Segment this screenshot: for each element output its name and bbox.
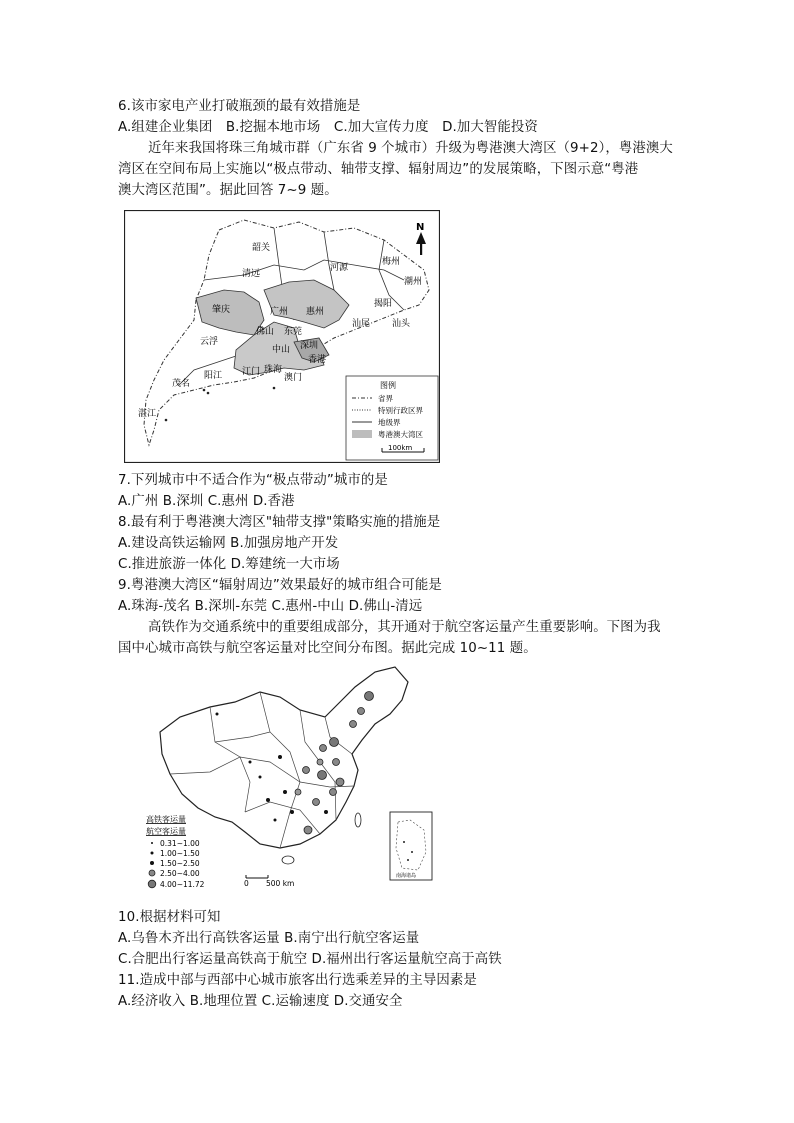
island-dot — [273, 387, 276, 390]
legend-item: 0.31~1.00 — [160, 839, 200, 848]
map1-city-label: 澳门 — [284, 373, 303, 383]
city-symbol — [303, 767, 310, 774]
q6-options: A.组建企业集团 B.挖掘本地市场 C.加大宣传力度 D.加大智能投资 — [118, 120, 538, 135]
legend-item: 2.50~4.00 — [160, 869, 200, 878]
city-symbol — [290, 810, 294, 814]
hainan-island — [282, 856, 294, 864]
city-symbol — [330, 789, 337, 796]
city-symbol — [259, 776, 262, 779]
island-dot — [203, 389, 206, 392]
map1-city-label: 阳江 — [204, 371, 223, 381]
map1-city-label: 深圳 — [300, 341, 319, 351]
city-symbol — [313, 799, 320, 806]
inset-label: 南海诸岛 — [396, 873, 417, 879]
bay-area-map-svg — [124, 210, 440, 463]
map2-scale — [244, 875, 294, 888]
north-label: N — [416, 222, 425, 233]
city-symbol — [318, 771, 327, 780]
map1-city-label: 香港 — [308, 355, 327, 365]
q9-stem: 9.粤港澳大湾区“辐射周边”效果最好的城市组合可能是 — [118, 578, 442, 593]
q10-options-1: A.乌鲁木齐出行高铁客运量 B.南宁出行航空客运量 — [118, 931, 420, 946]
map1-city-label: 东莞 — [284, 327, 303, 337]
legend-symbol — [148, 880, 156, 888]
q8-stem: 8.最有利于粤港澳大湾区"轴带支撑"策略实施的措施是 — [118, 515, 441, 530]
city-symbol — [249, 761, 252, 764]
map1-city-label: 韶关 — [252, 243, 271, 253]
city-symbol — [324, 810, 328, 814]
scale-label: 100km — [388, 444, 413, 452]
bay-area-map — [124, 210, 440, 463]
map1-legend — [346, 376, 438, 460]
legend-title-hsr: 高铁客运量 — [146, 815, 186, 824]
city-symbol — [295, 789, 301, 795]
legend-symbol — [150, 861, 154, 865]
q10-stem: 10.根据材料可知 — [118, 910, 221, 925]
city-symbol — [317, 759, 323, 765]
island-dot — [165, 419, 168, 422]
legend-item: 省界 — [378, 394, 393, 403]
passage2-line2: 国中心城市高铁与航空客运量对比空间分布图。据此完成 10~11 题。 — [118, 641, 537, 656]
city-symbol — [333, 759, 340, 766]
map1-city-label: 汕尾 — [352, 319, 371, 329]
city-symbol — [278, 755, 282, 759]
city-symbol — [304, 826, 312, 834]
city-symbol — [266, 798, 270, 802]
map1-city-label: 湛江 — [138, 409, 157, 419]
legend-symbol — [151, 842, 153, 844]
city-symbol — [320, 745, 327, 752]
map1-city-label: 河源 — [330, 263, 349, 273]
q8-options-2: C.推进旅游一体化 D.筹建统一大市场 — [118, 557, 340, 572]
china-transport-map-svg — [140, 662, 440, 898]
q7-options: A.广州 B.深圳 C.惠州 D.香港 — [118, 494, 295, 509]
map1-city-label: 佛山 — [256, 327, 275, 337]
legend-title: 图例 — [380, 381, 396, 390]
island-dot — [207, 392, 210, 395]
map1-city-label: 广州 — [270, 307, 289, 317]
legend-item: 1.50~2.50 — [160, 859, 200, 868]
map1-city-label: 茂名 — [172, 379, 191, 389]
legend-symbol — [149, 870, 155, 876]
map1-city-label: 肇庆 — [212, 305, 231, 315]
city-symbol — [283, 790, 287, 794]
passage1-line2: 湾区在空间布局上实施以“极点带动、轴带支撑、辐射周边”的发展策略，下图示意“粤港 — [118, 162, 639, 177]
legend-title-air: 航空客运量 — [146, 827, 186, 836]
legend-item: 粤港澳大湾区 — [378, 430, 423, 439]
q6-stem: 6.该市家电产业打破瓶颈的最有效措施是 — [118, 99, 361, 114]
map1-city-label: 汕头 — [392, 319, 411, 329]
legend-symbol — [151, 852, 154, 855]
q9-options: A.珠海-茂名 B.深圳-东莞 C.惠州-中山 D.佛山-清远 — [118, 599, 423, 614]
map1-city-label: 云浮 — [200, 337, 219, 347]
city-symbol — [336, 778, 344, 786]
legend-item: 1.00~1.50 — [160, 849, 200, 858]
passage1-line1: 近年来我国将珠三角城市群（广东省 9 个城市）升级为粤港澳大湾区（9+2），粤港澳大 — [148, 141, 673, 156]
city-symbol — [274, 819, 277, 822]
map1-city-label: 清远 — [242, 269, 261, 279]
scale-zero: 0 — [244, 879, 249, 888]
q11-stem: 11.造成中部与西部中心城市旅客出行选乘差异的主导因素是 — [118, 973, 477, 988]
legend-item: 4.00~11.72 — [160, 880, 205, 889]
south-china-sea-inset — [390, 812, 432, 880]
q10-options-2: C.合肥出行客运量高铁高于航空 D.福州出行客运量航空高于高铁 — [118, 952, 502, 967]
city-symbol — [350, 721, 357, 728]
passage1-line3: 澳大湾区范围”。据此回答 7~9 题。 — [118, 183, 338, 198]
map1-city-label: 江门 — [242, 367, 261, 377]
q11-options: A.经济收入 B.地理位置 C.运输速度 D.交通安全 — [118, 994, 403, 1009]
map1-city-label: 中山 — [272, 345, 291, 355]
china-transport-map — [140, 662, 440, 898]
map1-city-label: 揭阳 — [374, 299, 393, 309]
city-symbol — [358, 708, 365, 715]
map1-city-label: 潮州 — [404, 277, 423, 287]
scale-label: 500 km — [266, 879, 295, 888]
city-symbol — [216, 713, 219, 716]
city-symbol — [330, 738, 339, 747]
map1-city-label: 梅州 — [382, 257, 401, 267]
city-symbol — [365, 692, 374, 701]
legend-item: 特别行政区界 — [378, 406, 423, 415]
legend-item: 地级界 — [378, 418, 401, 427]
map1-city-label: 惠州 — [306, 307, 325, 317]
q7-stem: 7.下列城市中不适合作为“极点带动”城市的是 — [118, 473, 388, 488]
map1-city-label: 珠海 — [264, 365, 283, 375]
legend-bay-swatch — [352, 430, 372, 438]
taiwan-island — [355, 813, 361, 827]
q8-options-1: A.建设高铁运输网 B.加强房地产开发 — [118, 536, 339, 551]
map2-legend — [146, 814, 205, 889]
passage2-line1: 高铁作为交通系统中的重要组成部分，其开通对于航空客运量产生重要影响。下图为我 — [148, 620, 661, 635]
